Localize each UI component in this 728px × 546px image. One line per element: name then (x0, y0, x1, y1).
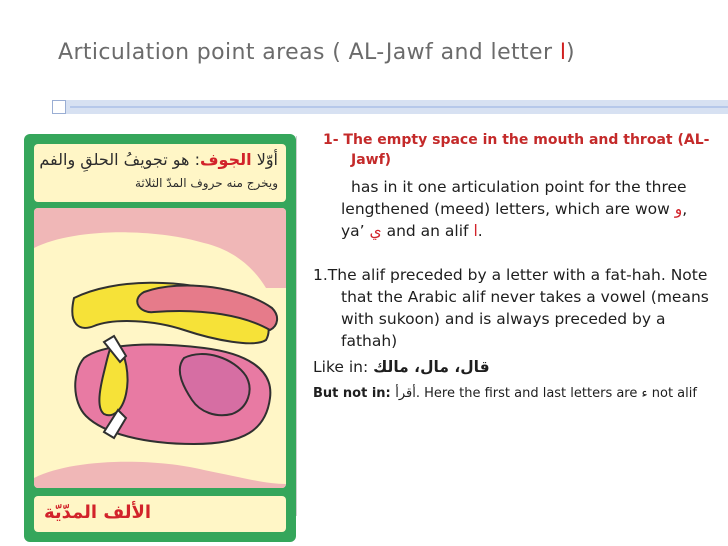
wow-letter: و (674, 200, 683, 218)
not-in-example (313, 384, 713, 404)
card-banner-jawf: الجوف (199, 150, 252, 169)
mouth-throat-illustration (34, 208, 286, 488)
card-banner-first-label: أوّلا (256, 150, 278, 169)
jawf-description-text: has in it one articulation point for the three lengthened (meed) letters, which are wow (341, 178, 687, 218)
jawf-illustration-card (24, 134, 296, 542)
not-in-arabic: أقرأ (395, 386, 416, 401)
jawf-heading: 1- The empty space in the mouth and throat (AL-Jawf) (323, 132, 710, 168)
slide-content (313, 130, 713, 404)
like-in-label: Like in: (313, 358, 374, 376)
card-banner (34, 144, 286, 202)
title-rule-line (70, 106, 728, 108)
not-in-explanation: . Here the first and last letters are ء not alif (415, 386, 697, 401)
card-banner-line2: ويخرج منه حروف المدّ الثلاثة (134, 176, 278, 190)
lower-jaw-shape (34, 462, 286, 488)
card-footer (34, 496, 286, 532)
card-banner-definition: : هو تجويفُ الحلقِ والفم (39, 150, 200, 169)
ya-letter: ي (369, 222, 382, 240)
jawf-description-mid: , ya’ (341, 200, 688, 240)
mouth-throat-svg (34, 208, 286, 488)
slide-title-suffix: ) (565, 40, 575, 65)
slide-title-arabic: ا (559, 40, 566, 65)
title-rule-square (52, 100, 66, 114)
palate-shape (34, 208, 286, 288)
slide-title (58, 40, 698, 65)
card-banner-line1 (39, 150, 278, 169)
title-rule (52, 100, 728, 114)
alif-letter: ا (473, 222, 478, 240)
slide-title-prefix: Articulation point areas ( AL-Jawf and letter (58, 40, 560, 65)
like-in-example (313, 356, 713, 378)
card-footer-label: الألف المدّيّة (44, 502, 152, 523)
alif-rule-item: 1.The alif preceded by a letter with a fat-hah. Note that the Arabic alif never takes a vowel (means with sukoon) and is always preceded by a fathah) (313, 266, 709, 350)
not-in-label: But not in: (313, 386, 396, 401)
like-in-arabic: قال، مال، مالك (373, 358, 490, 376)
jawf-description-mid2: and an alif (381, 222, 474, 240)
jawf-description-end: . (477, 222, 483, 240)
column-divider (296, 136, 297, 516)
jawf-description (313, 176, 713, 242)
